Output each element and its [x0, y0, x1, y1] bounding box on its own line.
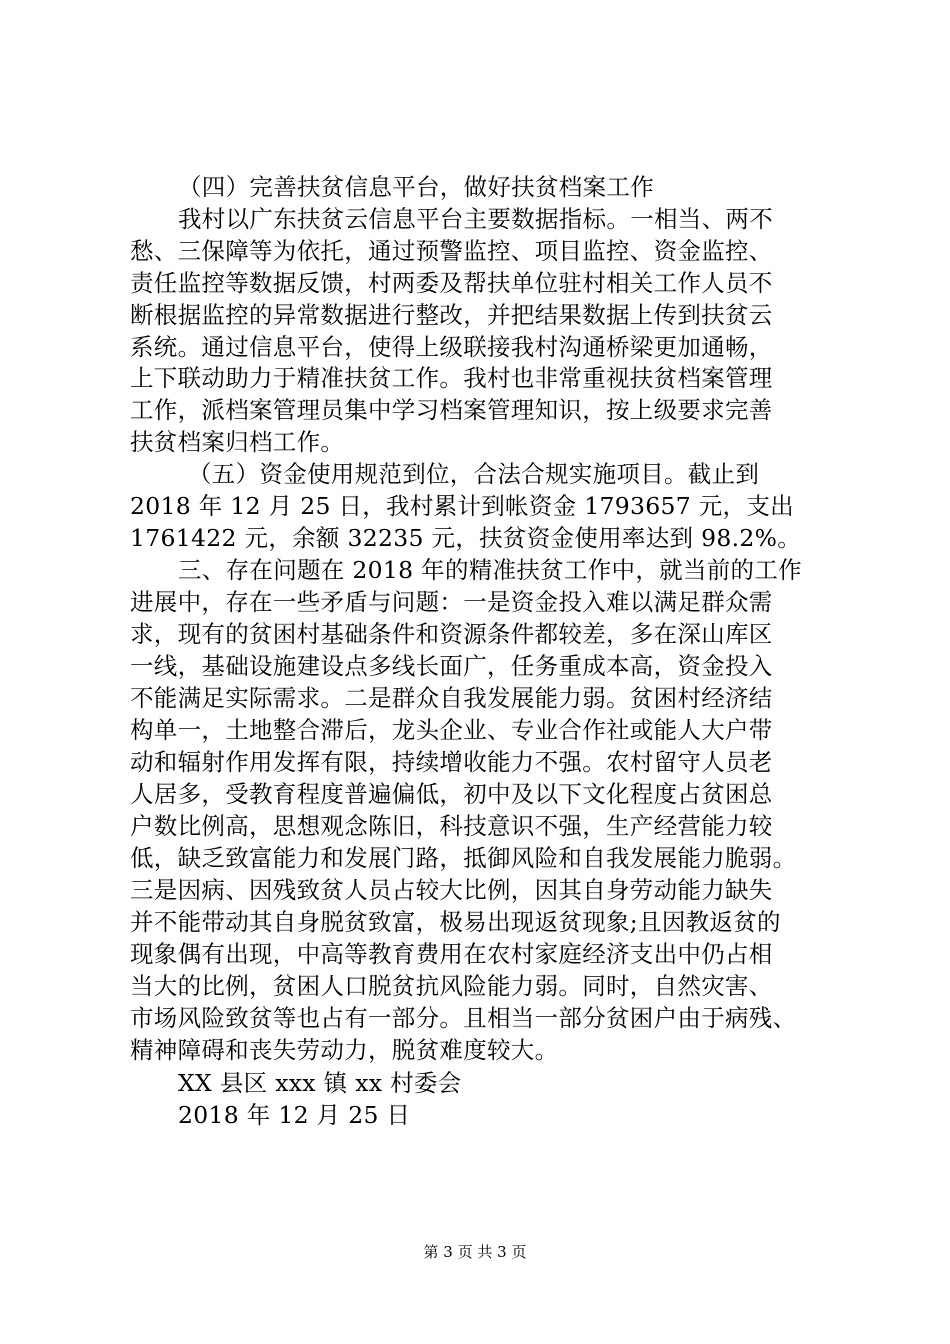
paragraph-line: 系统。通过信息平台，使得上级联接我村沟通桥梁更加通畅，: [130, 333, 773, 361]
section-heading-three: 三、存在问题在 2018 年的精准扶贫工作中，就当前的工作: [178, 556, 802, 584]
paragraph-line: 并不能带动其自身脱贫致富，极易出现返贫现象;且因教返贫的: [130, 908, 781, 936]
paragraph-line: 户数比例高，思想观念陈旧，科技意识不强，生产经营能力较: [130, 812, 773, 840]
paragraph-line: 责任监控等数据反馈，村两委及帮扶单位驻村相关工作人员不: [130, 269, 773, 297]
paragraph-line: 愁、三保障等为依托，通过预警监控、项目监控、资金监控、: [130, 237, 773, 265]
paragraph-line: 当大的比例，贫困人口脱贫抗风险能力弱。同时，自然灾害、: [130, 972, 773, 1000]
paragraph-line: 精神障碍和丧失劳动力，脱贫难度较大。: [130, 1036, 559, 1064]
signature-organization: XX 县区 xxx 镇 xx 村委会: [178, 1069, 462, 1097]
paragraph-line: 求，现有的贫困村基础条件和资源条件都较差，多在深山库区: [130, 620, 773, 648]
paragraph-line: 现象偶有出现，中高等教育费用在农村家庭经济支出中仍占相: [130, 940, 773, 968]
paragraph-line: 动和辐射作用发挥有限，持续增收能力不强。农村留守人员老: [130, 748, 773, 776]
paragraph-line: 不能满足实际需求。二是群众自我发展能力弱。贫困村经济结: [130, 684, 773, 712]
paragraph-line: 构单一，土地整合滞后，龙头企业、专业合作社或能人大户带: [130, 716, 773, 744]
paragraph-line: 一线，基础设施建设点多线长面广，任务重成本高，资金投入: [130, 652, 773, 680]
section-heading-five: （五）资金使用规范到位，合法合规实施项目。截止到: [188, 460, 760, 488]
paragraph-line: 2018 年 12 月 25 日，我村累计到帐资金 1793657 元，支出: [130, 492, 794, 520]
signature-date: 2018 年 12 月 25 日: [178, 1101, 411, 1129]
paragraph-line: 断根据监控的异常数据进行整改，并把结果数据上传到扶贫云: [130, 301, 773, 329]
paragraph-line: 市场风险致贫等也占有一部分。且相当一部分贫困户由于病残、: [130, 1004, 797, 1032]
paragraph-line: 上下联动助力于精准扶贫工作。我村也非常重视扶贫档案管理: [130, 364, 773, 392]
paragraph-line: 进展中，存在一些矛盾与问题：一是资金投入难以满足群众需: [130, 588, 773, 616]
paragraph-line: 工作，派档案管理员集中学习档案管理知识，按上级要求完善: [130, 396, 773, 424]
paragraph-line: 扶贫档案归档工作。: [130, 428, 345, 456]
paragraph-line: 1761422 元，余额 32235 元，扶贫资金使用率达到 98.2%。: [130, 524, 802, 552]
paragraph-line: 三是因病、因残致贫人员占较大比例，因其自身劳动能力缺失: [130, 876, 773, 904]
paragraph-line: 人居多，受教育程度普遍偏低，初中及以下文化程度占贫困总: [130, 780, 773, 808]
section-heading-four: （四）完善扶贫信息平台，做好扶贫档案工作: [178, 173, 654, 201]
paragraph-line: 低，缺乏致富能力和发展门路，抵御风险和自我发展能力脆弱。: [130, 844, 797, 872]
paragraph-line: 我村以广东扶贫云信息平台主要数据指标。一相当、两不: [178, 205, 773, 233]
page-number-footer: 第 3 页 共 3 页: [423, 1243, 527, 1261]
